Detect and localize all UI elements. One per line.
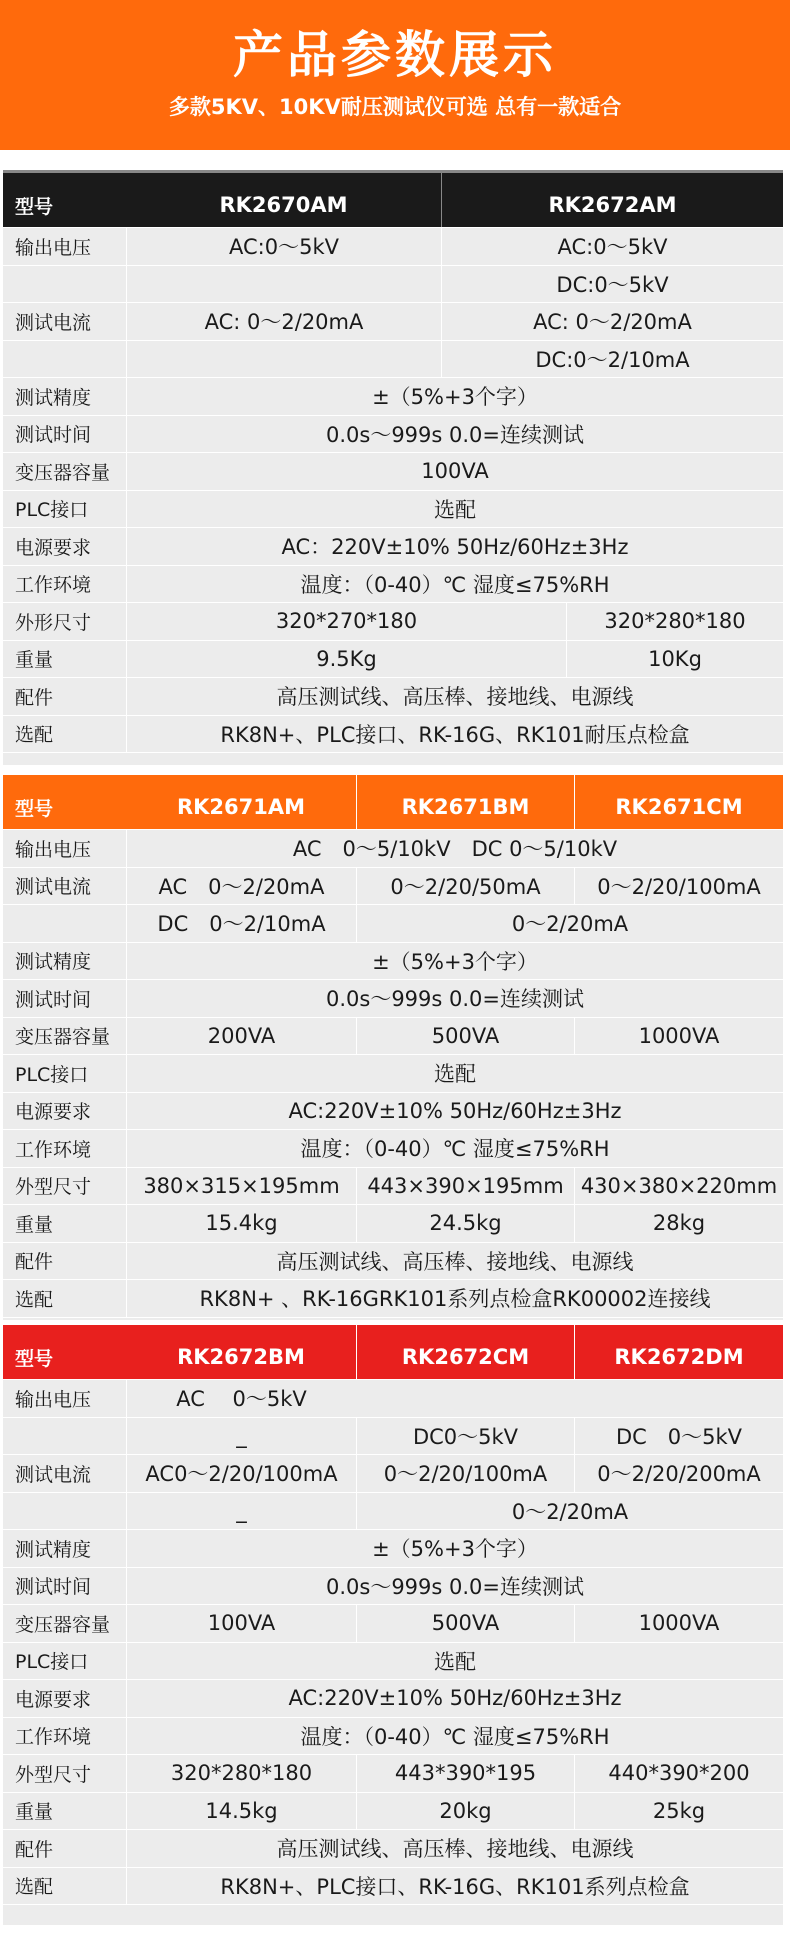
table-row [3,416,783,454]
row-label: 配件 [15,1251,54,1274]
row-label: 变压器容量 [15,1026,111,1049]
header-banner [0,0,790,150]
cell-value: ±（5%+3个字） [126,1530,783,1567]
cell-value: 温度：（0-40）℃ 湿度≤75%RH [126,1718,783,1755]
table-row [3,1093,783,1131]
table-row [3,1493,783,1531]
table-row [3,303,783,341]
cell-value: 温度：（0-40）℃ 湿度≤75%RH [126,566,783,603]
cell-value: 10Kg [566,641,783,678]
cell-value: 0～2/20mA [356,1493,783,1530]
table-row [3,603,783,641]
model-name: RK2672DM [574,1325,783,1379]
row-label: PLC接口 [15,1651,89,1674]
cell-value: 320*270*180 [126,603,566,640]
cell-value: AC:220V±10% 50Hz/60Hz±3Hz [126,1680,783,1717]
cell-value: 0.0s～999s 0.0=连续测试 [126,416,783,453]
table-row [3,1643,783,1681]
row-label: 电源要求 [15,536,92,559]
table-row [3,1868,783,1906]
cell-value: ±（5%+3个字） [126,943,783,980]
row-label: 测试电流 [15,876,92,899]
cell-value: 380×315×195mm [126,1168,356,1205]
model-name: RK2670AM [219,193,348,217]
cell-value: AC:0～5kV [126,228,441,265]
row-label: 测试精度 [15,386,92,409]
page-subtitle: 多款5KV、10KV耐压测试仪可选 总有一款适合 [168,95,622,119]
cell-value: 200VA [126,1018,356,1055]
row-label: 测试时间 [15,1576,92,1599]
cell-value: 14.5kg [126,1793,356,1830]
row-label: 外形尺寸 [15,611,92,634]
table-row [3,1280,783,1318]
table-row [3,1568,783,1606]
row-label: 重量 [15,1801,54,1824]
table-row [3,228,783,266]
table-row [3,1455,783,1493]
row-label: 选配 [15,1288,54,1311]
row-label: PLC接口 [15,499,89,522]
row-label: 选配 [15,724,54,747]
cell-value: 100VA [126,453,783,490]
cell-value: 0～2/20/100mA [356,1455,574,1492]
cell-empty [126,266,441,303]
table-row [3,1168,783,1206]
cell-value: 440*390*200 [574,1755,783,1792]
row-label: 输出电压 [15,1388,92,1411]
table-row [3,566,783,604]
table-header-row [3,1325,783,1380]
table-row [3,980,783,1018]
row-label: 变压器容量 [15,461,111,484]
cell-value: 选配 [126,1643,783,1680]
table-row [3,453,783,491]
cell-value: DC0～5kV [356,1418,574,1455]
table-row [3,341,783,379]
cell-value: 9.5Kg [126,641,566,678]
cell-value: 430×380×220mm [574,1168,783,1205]
cell-value: 100VA [126,1605,356,1642]
table-header-row [3,775,783,830]
spec-table-rk2670am-rk2672am [3,170,783,765]
cell-value: 320*280*180 [566,603,783,640]
cell-value: RK8N+、PLC接口、RK-16G、RK101系列点检盒 [126,1868,783,1905]
table-row [3,868,783,906]
cell-value: 443×390×195mm [356,1168,574,1205]
table-header-row [3,173,783,228]
row-label: 工作环境 [15,1138,92,1161]
cell-value: 温度：（0-40）℃ 湿度≤75%RH [126,1130,783,1167]
model-name: RK2671AM [176,795,306,819]
table-row [3,1130,783,1168]
table-row [3,905,783,943]
cell-value: 0～2/20/100mA [574,868,783,905]
cell-value: DC 0～5kV [574,1418,783,1455]
model-label: 型号 [15,195,54,218]
table-row [3,528,783,566]
row-label: 工作环境 [15,574,92,597]
row-label: 测试电流 [15,311,92,334]
cell-value: AC:0～5kV [441,228,783,265]
model-label: 型号 [15,797,54,820]
model-name: RK2672BM [177,1345,305,1369]
cell-value: ±（5%+3个字） [126,378,783,415]
cell-value: 25kg [574,1793,783,1830]
cell-value: 选配 [126,1055,783,1092]
spec-table-rk2672 [3,1325,783,1925]
cell-value: DC 0～2/10mA [126,905,356,942]
cell-value: AC 0～5kV [126,1380,356,1417]
cell-value: 500VA [356,1018,574,1055]
row-label: 输出电压 [15,236,92,259]
cell-value: _ [126,1418,356,1455]
model-label: 型号 [15,1347,54,1370]
cell-value: _ [126,1493,356,1530]
page-title: 产品参数展示 [233,26,557,84]
cell-value: 0～2/20/200mA [574,1455,783,1492]
cell-value: AC：220V±10% 50Hz/60Hz±3Hz [126,528,783,565]
table-row [3,1418,783,1456]
table-row [3,378,783,416]
cell-value: 1000VA [574,1605,783,1642]
row-label: 重量 [15,1213,54,1236]
table-row [3,1605,783,1643]
row-label: 测试电流 [15,1463,92,1486]
row-label: 配件 [15,686,54,709]
table-row [3,678,783,716]
model-name: RK2671BM [356,775,574,829]
row-label: 外型尺寸 [15,1176,92,1199]
row-label: 配件 [15,1838,54,1861]
row-label: 重量 [15,649,54,672]
cell-value: AC: 0～2/20mA [441,303,783,340]
row-label: PLC接口 [15,1063,89,1086]
model-name: RK2672CM [356,1325,574,1379]
row-label: 选配 [15,1876,54,1899]
cell-value: 1000VA [574,1018,783,1055]
table-row [3,641,783,679]
row-label: 电源要求 [15,1688,92,1711]
cell-value: 0～2/20mA [356,905,783,942]
cell-value: 高压测试线、高压棒、接地线、电源线 [126,1243,783,1280]
model-name: RK2672AM [441,173,783,227]
cell-value: 0～2/20/50mA [356,868,574,905]
row-label: 变压器容量 [15,1613,111,1636]
row-label: 工作环境 [15,1726,92,1749]
cell-value: 0.0s～999s 0.0=连续测试 [126,1568,783,1605]
table-row [3,1205,783,1243]
table-row [3,1718,783,1756]
cell-value: AC 0～5/10kV DC 0～5/10kV [126,830,783,867]
row-label: 电源要求 [15,1101,92,1124]
cell-value: 320*280*180 [126,1755,356,1792]
cell-value: 24.5kg [356,1205,574,1242]
cell-value: AC:220V±10% 50Hz/60Hz±3Hz [126,1093,783,1130]
cell-value: 选配 [126,491,783,528]
spec-table-rk2671 [3,775,783,1320]
row-label: 测试时间 [15,424,92,447]
table-row [3,1018,783,1056]
table-row [3,266,783,304]
table-row [3,1793,783,1831]
cell-empty [126,341,441,378]
row-label: 输出电压 [15,838,92,861]
cell-value: 500VA [356,1605,574,1642]
table-row [3,491,783,529]
table-row [3,1830,783,1868]
cell-value: DC:0～5kV [441,266,783,303]
cell-value: 高压测试线、高压棒、接地线、电源线 [126,678,783,715]
row-label: 测试时间 [15,988,92,1011]
cell-value: AC 0～2/20mA [126,868,356,905]
table-row [3,943,783,981]
cell-value: AC: 0～2/20mA [126,303,441,340]
cell-value: RK8N+ 、RK-16GRK101系列点检盒RK00002连接线 [126,1280,783,1317]
table-row [3,830,783,868]
table-row [3,1243,783,1281]
cell-value: 0.0s～999s 0.0=连续测试 [126,980,783,1017]
cell-value: 28kg [574,1205,783,1242]
cell-value: 443*390*195 [356,1755,574,1792]
table-row [3,716,783,754]
cell-value: RK8N+、PLC接口、RK-16G、RK101耐压点检盒 [126,716,783,753]
table-row [3,1380,783,1418]
model-name: RK2671CM [574,775,783,829]
table-row [3,1055,783,1093]
cell-value: DC:0～2/10mA [441,341,783,378]
row-label: 外型尺寸 [15,1763,92,1786]
cell-value: 高压测试线、高压棒、接地线、电源线 [126,1830,783,1867]
table-row [3,1755,783,1793]
cell-value: 15.4kg [126,1205,356,1242]
cell-value: AC0～2/20/100mA [126,1455,356,1492]
cell-value: 20kg [356,1793,574,1830]
table-row [3,1680,783,1718]
row-label: 测试精度 [15,1538,92,1561]
row-label: 测试精度 [15,951,92,974]
table-row [3,1530,783,1568]
